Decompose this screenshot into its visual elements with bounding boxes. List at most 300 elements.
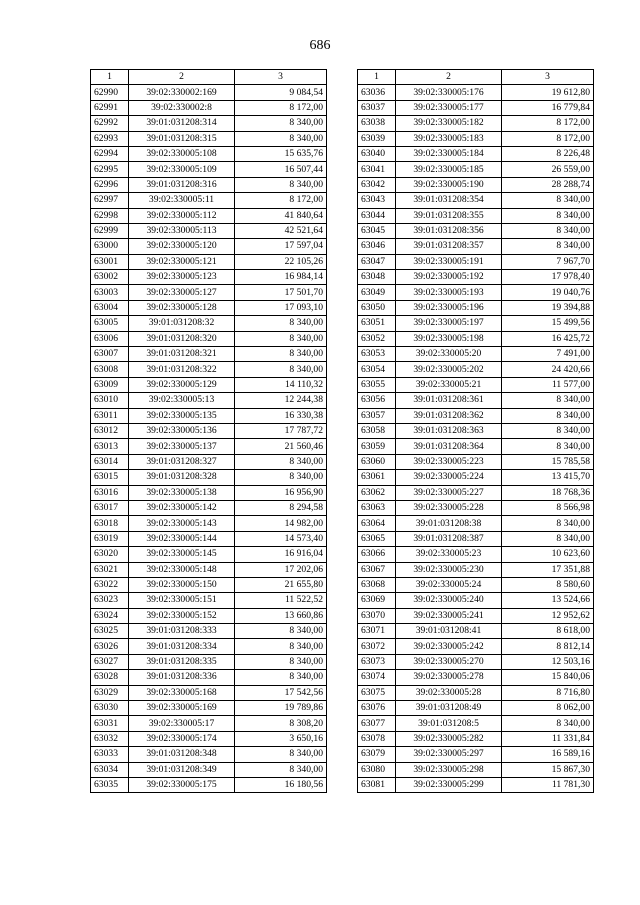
cadastral-number-cell: 39:02:330005:175 [129, 777, 235, 792]
row-number-cell: 62999 [91, 223, 129, 238]
cadastral-number-cell: 39:02:330005:128 [129, 300, 235, 315]
table-row [91, 562, 327, 577]
cadastral-number-cell: 39:01:031208:356 [396, 223, 502, 238]
row-number-cell: 63003 [91, 285, 129, 300]
cadastral-number-cell: 39:02:330005:190 [396, 177, 502, 192]
table-row [358, 701, 594, 716]
column-header-3: 3 [235, 70, 327, 85]
cadastral-number-cell: 39:01:031208:335 [129, 654, 235, 669]
value-cell: 17 542,56 [235, 685, 327, 700]
table-row [91, 608, 327, 623]
row-number-cell: 63007 [91, 347, 129, 362]
value-cell: 8 340,00 [502, 193, 594, 208]
row-number-cell: 63039 [358, 131, 396, 146]
cadastral-number-cell: 39:02:330005:112 [129, 208, 235, 223]
cadastral-number-cell: 39:02:330005:192 [396, 270, 502, 285]
row-number-cell: 63038 [358, 116, 396, 131]
row-number-cell: 63055 [358, 377, 396, 392]
row-number-cell: 63035 [91, 777, 129, 792]
table-row [91, 439, 327, 454]
cadastral-number-cell: 39:02:330005:144 [129, 531, 235, 546]
table-row [91, 254, 327, 269]
row-number-cell: 63009 [91, 377, 129, 392]
row-number-cell: 63022 [91, 577, 129, 592]
table-row [91, 577, 327, 592]
row-number-cell: 62991 [91, 100, 129, 115]
table-row [358, 624, 594, 639]
table-row [358, 608, 594, 623]
table-row [358, 547, 594, 562]
value-cell: 8 340,00 [235, 654, 327, 669]
row-number-cell: 63059 [358, 439, 396, 454]
table-row [358, 423, 594, 438]
cadastral-number-cell: 39:02:330005:123 [129, 270, 235, 285]
table-row [91, 670, 327, 685]
value-cell: 19 789,86 [235, 701, 327, 716]
value-cell: 8 340,00 [235, 177, 327, 192]
value-cell: 8 226,48 [502, 146, 594, 161]
value-cell: 8 308,20 [235, 716, 327, 731]
cadastral-number-cell: 39:02:330005:121 [129, 254, 235, 269]
cadastral-number-cell: 39:01:031208:41 [396, 624, 502, 639]
cadastral-number-cell: 39:02:330005:197 [396, 316, 502, 331]
table-row [358, 531, 594, 546]
row-number-cell: 63014 [91, 454, 129, 469]
cadastral-number-cell: 39:02:330005:270 [396, 654, 502, 669]
value-cell: 14 982,00 [235, 516, 327, 531]
table-row [91, 208, 327, 223]
row-number-cell: 63067 [358, 562, 396, 577]
table-row [358, 254, 594, 269]
cadastral-number-cell: 39:02:330005:169 [129, 701, 235, 716]
value-cell: 41 840,64 [235, 208, 327, 223]
value-cell: 22 105,26 [235, 254, 327, 269]
cadastral-number-cell: 39:02:330005:282 [396, 731, 502, 746]
cadastral-number-cell: 39:02:330005:17 [129, 716, 235, 731]
value-cell: 8 340,00 [502, 423, 594, 438]
value-cell: 11 331,84 [502, 731, 594, 746]
value-cell: 8 340,00 [235, 331, 327, 346]
row-number-cell: 63029 [91, 685, 129, 700]
table-row [91, 639, 327, 654]
value-cell: 11 577,00 [502, 377, 594, 392]
table-row [91, 362, 327, 377]
table-row [91, 531, 327, 546]
cadastral-number-cell: 39:02:330005:297 [396, 747, 502, 762]
table-header-row [358, 70, 594, 85]
cadastral-number-cell: 39:01:031208:333 [129, 624, 235, 639]
row-number-cell: 62990 [91, 85, 129, 100]
table-row [358, 85, 594, 100]
cadastral-number-cell: 39:02:330005:136 [129, 423, 235, 438]
row-number-cell: 63013 [91, 439, 129, 454]
value-cell: 16 330,38 [235, 408, 327, 423]
table-row [358, 777, 594, 792]
value-cell: 8 716,80 [502, 685, 594, 700]
cadastral-number-cell: 39:02:330005:241 [396, 608, 502, 623]
value-cell: 8 340,00 [502, 223, 594, 238]
cadastral-number-cell: 39:02:330005:152 [129, 608, 235, 623]
data-table-right [357, 69, 594, 793]
cadastral-number-cell: 39:02:330005:230 [396, 562, 502, 577]
value-cell: 16 956,90 [235, 485, 327, 500]
row-number-cell: 63021 [91, 562, 129, 577]
cadastral-number-cell: 39:02:330002:8 [129, 100, 235, 115]
cadastral-number-cell: 39:02:330005:20 [396, 347, 502, 362]
column-header-1: 1 [91, 70, 129, 85]
table-row [91, 131, 327, 146]
row-number-cell: 63076 [358, 701, 396, 716]
row-number-cell: 63017 [91, 500, 129, 515]
value-cell: 17 501,70 [235, 285, 327, 300]
cadastral-number-cell: 39:02:330005:113 [129, 223, 235, 238]
value-cell: 8 340,00 [235, 747, 327, 762]
value-cell: 42 521,64 [235, 223, 327, 238]
cadastral-number-cell: 39:02:330005:11 [129, 193, 235, 208]
column-header-1: 1 [358, 70, 396, 85]
row-number-cell: 63026 [91, 639, 129, 654]
value-cell: 7 491,00 [502, 347, 594, 362]
row-number-cell: 63015 [91, 470, 129, 485]
row-number-cell: 63023 [91, 593, 129, 608]
table-row [358, 716, 594, 731]
cadastral-number-cell: 39:01:031208:354 [396, 193, 502, 208]
row-number-cell: 63036 [358, 85, 396, 100]
row-number-cell: 63033 [91, 747, 129, 762]
row-number-cell: 63049 [358, 285, 396, 300]
value-cell: 8 340,00 [502, 393, 594, 408]
value-cell: 8 618,00 [502, 624, 594, 639]
row-number-cell: 63078 [358, 731, 396, 746]
value-cell: 15 635,76 [235, 146, 327, 161]
row-number-cell: 63060 [358, 454, 396, 469]
row-number-cell: 63068 [358, 577, 396, 592]
value-cell: 8 340,00 [502, 408, 594, 423]
row-number-cell: 63030 [91, 701, 129, 716]
value-cell: 3 650,16 [235, 731, 327, 746]
row-number-cell: 63025 [91, 624, 129, 639]
table-row [358, 454, 594, 469]
table-header-row [91, 70, 327, 85]
cadastral-number-cell: 39:01:031208:363 [396, 423, 502, 438]
table-row [358, 239, 594, 254]
row-number-cell: 63006 [91, 331, 129, 346]
value-cell: 15 867,30 [502, 762, 594, 777]
table-row [91, 377, 327, 392]
cadastral-number-cell: 39:02:330005:150 [129, 577, 235, 592]
table-row [91, 85, 327, 100]
cadastral-number-cell: 39:01:031208:32 [129, 316, 235, 331]
value-cell: 8 172,00 [502, 116, 594, 131]
row-number-cell: 63072 [358, 639, 396, 654]
row-number-cell: 63073 [358, 654, 396, 669]
row-number-cell: 63041 [358, 162, 396, 177]
table-row [358, 316, 594, 331]
table-row [91, 393, 327, 408]
value-cell: 21 560,46 [235, 439, 327, 454]
cadastral-number-cell: 39:01:031208:315 [129, 131, 235, 146]
table-row [358, 146, 594, 161]
cadastral-number-cell: 39:01:031208:5 [396, 716, 502, 731]
table-row [358, 208, 594, 223]
row-number-cell: 63058 [358, 423, 396, 438]
table-row [91, 270, 327, 285]
table-row [358, 331, 594, 346]
table-row [358, 377, 594, 392]
table-row [91, 762, 327, 777]
value-cell: 8 340,00 [235, 116, 327, 131]
value-cell: 8 340,00 [235, 454, 327, 469]
cadastral-number-cell: 39:02:330005:23 [396, 547, 502, 562]
table-row [358, 300, 594, 315]
row-number-cell: 63010 [91, 393, 129, 408]
table-row [358, 685, 594, 700]
value-cell: 17 351,88 [502, 562, 594, 577]
table-row [91, 485, 327, 500]
table-row [91, 454, 327, 469]
value-cell: 8 580,60 [502, 577, 594, 592]
value-cell: 8 340,00 [502, 531, 594, 546]
table-row [91, 347, 327, 362]
table-row [91, 624, 327, 639]
row-number-cell: 63034 [91, 762, 129, 777]
table-row [91, 470, 327, 485]
value-cell: 14 110,32 [235, 377, 327, 392]
row-number-cell: 63045 [358, 223, 396, 238]
cadastral-number-cell: 39:01:031208:387 [396, 531, 502, 546]
value-cell: 17 787,72 [235, 423, 327, 438]
row-number-cell: 63077 [358, 716, 396, 731]
row-number-cell: 63046 [358, 239, 396, 254]
value-cell: 12 503,16 [502, 654, 594, 669]
row-number-cell: 63053 [358, 347, 396, 362]
row-number-cell: 63032 [91, 731, 129, 746]
table-row [358, 362, 594, 377]
table-row [358, 347, 594, 362]
cadastral-number-cell: 39:02:330005:109 [129, 162, 235, 177]
table-row [91, 516, 327, 531]
table-row [91, 100, 327, 115]
value-cell: 13 415,70 [502, 470, 594, 485]
row-number-cell: 63018 [91, 516, 129, 531]
row-number-cell: 63037 [358, 100, 396, 115]
row-number-cell: 63071 [358, 624, 396, 639]
cadastral-number-cell: 39:02:330005:176 [396, 85, 502, 100]
value-cell: 19 040,76 [502, 285, 594, 300]
row-number-cell: 62993 [91, 131, 129, 146]
row-number-cell: 62998 [91, 208, 129, 223]
cadastral-number-cell: 39:02:330005:298 [396, 762, 502, 777]
cadastral-number-cell: 39:02:330005:193 [396, 285, 502, 300]
value-cell: 24 420,66 [502, 362, 594, 377]
value-cell: 12 244,38 [235, 393, 327, 408]
row-number-cell: 63048 [358, 270, 396, 285]
value-cell: 12 952,62 [502, 608, 594, 623]
cadastral-number-cell: 39:02:330005:240 [396, 593, 502, 608]
row-number-cell: 63012 [91, 423, 129, 438]
row-number-cell: 63024 [91, 608, 129, 623]
cadastral-number-cell: 39:02:330005:142 [129, 500, 235, 515]
table-row [358, 485, 594, 500]
cadastral-number-cell: 39:02:330005:174 [129, 731, 235, 746]
cadastral-number-cell: 39:02:330005:227 [396, 485, 502, 500]
table-row [91, 239, 327, 254]
row-number-cell: 62996 [91, 177, 129, 192]
value-cell: 8 340,00 [502, 516, 594, 531]
row-number-cell: 63050 [358, 300, 396, 315]
value-cell: 16 507,44 [235, 162, 327, 177]
cadastral-number-cell: 39:02:330005:278 [396, 670, 502, 685]
cadastral-number-cell: 39:01:031208:355 [396, 208, 502, 223]
table-row [91, 777, 327, 792]
cadastral-number-cell: 39:01:031208:322 [129, 362, 235, 377]
cadastral-number-cell: 39:02:330005:242 [396, 639, 502, 654]
table-row [358, 670, 594, 685]
row-number-cell: 63020 [91, 547, 129, 562]
value-cell: 16 779,84 [502, 100, 594, 115]
row-number-cell: 63001 [91, 254, 129, 269]
table-row [91, 685, 327, 700]
cadastral-number-cell: 39:01:031208:349 [129, 762, 235, 777]
cadastral-number-cell: 39:02:330005:182 [396, 116, 502, 131]
row-number-cell: 63008 [91, 362, 129, 377]
value-cell: 8 340,00 [502, 239, 594, 254]
page-number: 686 [309, 38, 331, 53]
cadastral-number-cell: 39:01:031208:38 [396, 516, 502, 531]
cadastral-number-cell: 39:01:031208:361 [396, 393, 502, 408]
cadastral-number-cell: 39:02:330005:228 [396, 500, 502, 515]
cadastral-number-cell: 39:02:330002:169 [129, 85, 235, 100]
column-header-2: 2 [396, 70, 502, 85]
cadastral-number-cell: 39:02:330005:185 [396, 162, 502, 177]
table-row [91, 500, 327, 515]
value-cell: 16 589,16 [502, 747, 594, 762]
table-row [91, 701, 327, 716]
value-cell: 8 340,00 [502, 716, 594, 731]
table-row [91, 193, 327, 208]
row-number-cell: 63069 [358, 593, 396, 608]
value-cell: 14 573,40 [235, 531, 327, 546]
cadastral-number-cell: 39:01:031208:348 [129, 747, 235, 762]
table-row [358, 270, 594, 285]
row-number-cell: 62992 [91, 116, 129, 131]
value-cell: 8 062,00 [502, 701, 594, 716]
row-number-cell: 63028 [91, 670, 129, 685]
value-cell: 13 660,86 [235, 608, 327, 623]
data-table-left [90, 69, 327, 793]
table-row [358, 393, 594, 408]
row-number-cell: 63047 [358, 254, 396, 269]
value-cell: 10 623,60 [502, 547, 594, 562]
table-row [91, 223, 327, 238]
table-row [358, 562, 594, 577]
row-number-cell: 63056 [358, 393, 396, 408]
cadastral-number-cell: 39:02:330005:223 [396, 454, 502, 469]
row-number-cell: 63004 [91, 300, 129, 315]
table-row [358, 747, 594, 762]
row-number-cell: 63052 [358, 331, 396, 346]
cadastral-number-cell: 39:02:330005:224 [396, 470, 502, 485]
table-row [91, 300, 327, 315]
value-cell: 15 785,58 [502, 454, 594, 469]
value-cell: 21 655,80 [235, 577, 327, 592]
cadastral-number-cell: 39:01:031208:364 [396, 439, 502, 454]
cadastral-number-cell: 39:02:330005:28 [396, 685, 502, 700]
table-row [358, 193, 594, 208]
cadastral-number-cell: 39:01:031208:336 [129, 670, 235, 685]
table-row [91, 331, 327, 346]
row-number-cell: 63070 [358, 608, 396, 623]
cadastral-number-cell: 39:02:330005:138 [129, 485, 235, 500]
row-number-cell: 62994 [91, 146, 129, 161]
value-cell: 8 340,00 [235, 131, 327, 146]
cadastral-number-cell: 39:01:031208:321 [129, 347, 235, 362]
table-row [91, 408, 327, 423]
cadastral-number-cell: 39:01:031208:49 [396, 701, 502, 716]
row-number-cell: 63043 [358, 193, 396, 208]
row-number-cell: 62995 [91, 162, 129, 177]
cadastral-number-cell: 39:01:031208:334 [129, 639, 235, 654]
value-cell: 8 340,00 [502, 208, 594, 223]
value-cell: 8 340,00 [235, 670, 327, 685]
value-cell: 19 612,80 [502, 85, 594, 100]
value-cell: 17 978,40 [502, 270, 594, 285]
value-cell: 15 499,56 [502, 316, 594, 331]
cadastral-number-cell: 39:01:031208:320 [129, 331, 235, 346]
row-number-cell: 63066 [358, 547, 396, 562]
table-row [358, 162, 594, 177]
cadastral-number-cell: 39:02:330005:21 [396, 377, 502, 392]
value-cell: 26 559,00 [502, 162, 594, 177]
table-row [358, 116, 594, 131]
row-number-cell: 63002 [91, 270, 129, 285]
cadastral-number-cell: 39:02:330005:191 [396, 254, 502, 269]
cadastral-number-cell: 39:01:031208:362 [396, 408, 502, 423]
table-row [358, 731, 594, 746]
row-number-cell: 63065 [358, 531, 396, 546]
cadastral-number-cell: 39:02:330005:145 [129, 547, 235, 562]
value-cell: 15 840,06 [502, 670, 594, 685]
value-cell: 8 172,00 [502, 131, 594, 146]
cadastral-number-cell: 39:02:330005:137 [129, 439, 235, 454]
cadastral-number-cell: 39:02:330005:151 [129, 593, 235, 608]
value-cell: 8 172,00 [235, 193, 327, 208]
value-cell: 9 084,54 [235, 85, 327, 100]
table-row [91, 593, 327, 608]
cadastral-number-cell: 39:02:330005:24 [396, 577, 502, 592]
row-number-cell: 63075 [358, 685, 396, 700]
value-cell: 28 288,74 [502, 177, 594, 192]
row-number-cell: 63054 [358, 362, 396, 377]
table-row [91, 316, 327, 331]
table-row [91, 177, 327, 192]
value-cell: 17 093,10 [235, 300, 327, 315]
cadastral-number-cell: 39:01:031208:328 [129, 470, 235, 485]
value-cell: 19 394,88 [502, 300, 594, 315]
cadastral-number-cell: 39:02:330005:202 [396, 362, 502, 377]
row-number-cell: 63057 [358, 408, 396, 423]
row-number-cell: 62997 [91, 193, 129, 208]
cadastral-number-cell: 39:02:330005:127 [129, 285, 235, 300]
table-row [358, 593, 594, 608]
table-row [91, 654, 327, 669]
row-number-cell: 63061 [358, 470, 396, 485]
table-row [91, 547, 327, 562]
cadastral-number-cell: 39:02:330005:196 [396, 300, 502, 315]
value-cell: 13 524,66 [502, 593, 594, 608]
value-cell: 8 294,58 [235, 500, 327, 515]
value-cell: 8 340,00 [235, 362, 327, 377]
